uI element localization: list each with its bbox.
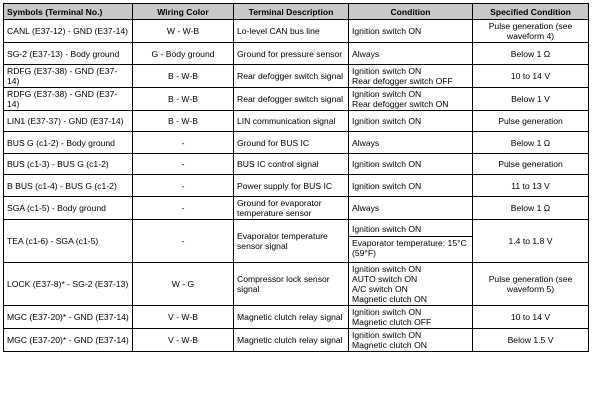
cell-specified-condition: 10 to 14 V	[473, 306, 589, 329]
table-row	[4, 306, 589, 329]
cell-terminal-description: Rear defogger switch signal	[234, 88, 349, 111]
table-row	[4, 111, 589, 132]
cell-specified-condition: Pulse generation (see waveform 5)	[473, 263, 589, 306]
cell-specified-condition: Pulse generation	[473, 154, 589, 175]
condition-line: Rear defogger switch OFF	[352, 76, 453, 86]
cell-terminal-description: Ground for evaporator temperature sensor	[234, 197, 349, 220]
condition-line: Rear defogger switch ON	[352, 99, 449, 109]
cell-specified-condition: Below 1 V	[473, 88, 589, 111]
cell-symbol: SG-2 (E37-13) - Body ground	[4, 43, 133, 65]
cell-wiring-color: -	[133, 197, 234, 220]
condition-line: Always	[352, 137, 380, 148]
table-row	[4, 329, 589, 352]
table-row	[4, 88, 589, 111]
cell-wiring-color: -	[133, 132, 234, 154]
header-symbols: Symbols (Terminal No.)	[4, 4, 133, 20]
cell-specified-condition: Below 1.5 V	[473, 329, 589, 352]
table-row	[4, 20, 589, 43]
cell-specified-condition: Below 1 Ω	[473, 132, 589, 154]
condition-line: Ignition switch ON	[352, 66, 422, 76]
cell-condition	[349, 65, 473, 88]
table-row	[4, 175, 589, 197]
table-row	[4, 65, 589, 88]
cell-symbol: SGA (c1-5) - Body ground	[4, 197, 133, 220]
cell-wiring-color: -	[133, 154, 234, 175]
cell-symbol: LOCK (E37-8)* - SG-2 (E37-13)	[4, 263, 133, 306]
table-header-row	[4, 4, 589, 20]
table-row	[4, 197, 589, 220]
cell-wiring-color: V - W-B	[133, 329, 234, 352]
cell-condition	[349, 263, 473, 306]
cell-symbol: BUS (c1-3) - BUS G (c1-2)	[4, 154, 133, 175]
condition-line: Ignition switch ON	[352, 116, 422, 126]
cell-symbol: CANL (E37-12) - GND (E37-14)	[4, 20, 133, 43]
condition-line: Magnetic clutch ON	[352, 340, 427, 350]
cell-wiring-color: W - W-B	[133, 20, 234, 43]
cell-terminal-description: Ground for pressure sensor	[234, 43, 349, 65]
cell-terminal-description: BUS IC control signal	[234, 154, 349, 175]
cell-condition	[349, 175, 473, 197]
cell-terminal-description: Ground for BUS IC	[234, 132, 349, 154]
header-terminal-description: Terminal Description	[234, 4, 349, 20]
cell-terminal-description: Power supply for BUS IC	[234, 175, 349, 197]
condition-line: Ignition switch ON	[352, 330, 422, 340]
condition-line: Ignition switch ON	[352, 307, 422, 317]
table-row	[4, 154, 589, 175]
table-body	[4, 20, 589, 352]
condition-line: Magnetic clutch OFF	[352, 317, 432, 327]
cell-specified-condition: 11 to 13 V	[473, 175, 589, 197]
cell-specified-condition: 1.4 to 1.8 V	[473, 220, 589, 263]
cell-condition	[349, 154, 473, 175]
terminal-spec-table	[3, 3, 589, 352]
cell-wiring-color: G - Body ground	[133, 43, 234, 65]
terminal-table-container	[3, 3, 588, 352]
cell-condition	[349, 43, 473, 65]
cell-condition	[349, 111, 473, 132]
cell-terminal-description: Evaporator temperature sensor signal	[234, 220, 349, 263]
cell-terminal-description: LIN communication signal	[234, 111, 349, 132]
cell-specified-condition: Pulse generation (see waveform 4)	[473, 20, 589, 43]
cell-condition	[349, 20, 473, 43]
cell-condition	[349, 306, 473, 329]
cell-condition	[349, 132, 473, 154]
cell-wiring-color: B - W-B	[133, 88, 234, 111]
cell-symbol: RDFG (E37-38) - GND (E37-14)	[4, 65, 133, 88]
condition-line: Ignition switch ON	[352, 159, 422, 169]
cell-wiring-color: V - W-B	[133, 306, 234, 329]
cell-condition	[349, 88, 473, 111]
cell-wiring-color: -	[133, 220, 234, 263]
table-row	[4, 43, 589, 65]
cell-symbol: LIN1 (E37-37) - GND (E37-14)	[4, 111, 133, 132]
cell-specified-condition: Below 1 Ω	[473, 197, 589, 220]
cell-symbol: TEA (c1-6) - SGA (c1-5)	[4, 220, 133, 263]
cell-terminal-description: Lo-level CAN bus line	[234, 20, 349, 43]
cell-wiring-color: W - G	[133, 263, 234, 306]
table-row	[4, 263, 589, 306]
cell-wiring-color: B - W-B	[133, 111, 234, 132]
cell-terminal-description: Rear defogger switch signal	[234, 65, 349, 88]
condition-line: A/C switch ON	[352, 284, 408, 294]
condition-line: Magnetic clutch ON	[352, 294, 427, 304]
cell-symbol: RDFG (E37-38) - GND (E37-14)	[4, 88, 133, 111]
cell-symbol: B BUS (c1-4) - BUS G (c1-2)	[4, 175, 133, 197]
table-row	[4, 220, 589, 263]
cell-symbol: MGC (E37-20)* - GND (E37-14)	[4, 329, 133, 352]
condition-line: Evaporator temperature: 15°C (59°F)	[349, 236, 472, 259]
condition-line: AUTO switch ON	[352, 274, 418, 284]
cell-terminal-description: Magnetic clutch relay signal	[234, 306, 349, 329]
condition-line: Always	[352, 48, 380, 59]
cell-terminal-description: Compressor lock sensor signal	[234, 263, 349, 306]
cell-condition	[349, 329, 473, 352]
condition-line: Ignition switch ON	[352, 89, 422, 99]
cell-condition	[349, 197, 473, 220]
cell-condition	[349, 220, 473, 263]
condition-line: Always	[352, 203, 380, 213]
condition-line: Ignition switch ON	[352, 224, 422, 234]
cell-wiring-color: B - W-B	[133, 65, 234, 88]
cell-wiring-color: -	[133, 175, 234, 197]
condition-line: Ignition switch ON	[352, 26, 422, 36]
header-wiring-color: Wiring Color	[133, 4, 234, 20]
header-condition: Condition	[349, 4, 473, 20]
cell-symbol: BUS G (c1-2) - Body ground	[4, 132, 133, 154]
cell-specified-condition: Below 1 Ω	[473, 43, 589, 65]
table-row	[4, 132, 589, 154]
header-specified-condition: Specified Condition	[473, 4, 589, 20]
cell-symbol: MGC (E37-20)* - GND (E37-14)	[4, 306, 133, 329]
cell-specified-condition: 10 to 14 V	[473, 65, 589, 88]
condition-line: Ignition switch ON	[352, 264, 422, 274]
condition-line: Ignition switch ON	[352, 180, 422, 191]
cell-terminal-description: Magnetic clutch relay signal	[234, 329, 349, 352]
cell-specified-condition: Pulse generation	[473, 111, 589, 132]
